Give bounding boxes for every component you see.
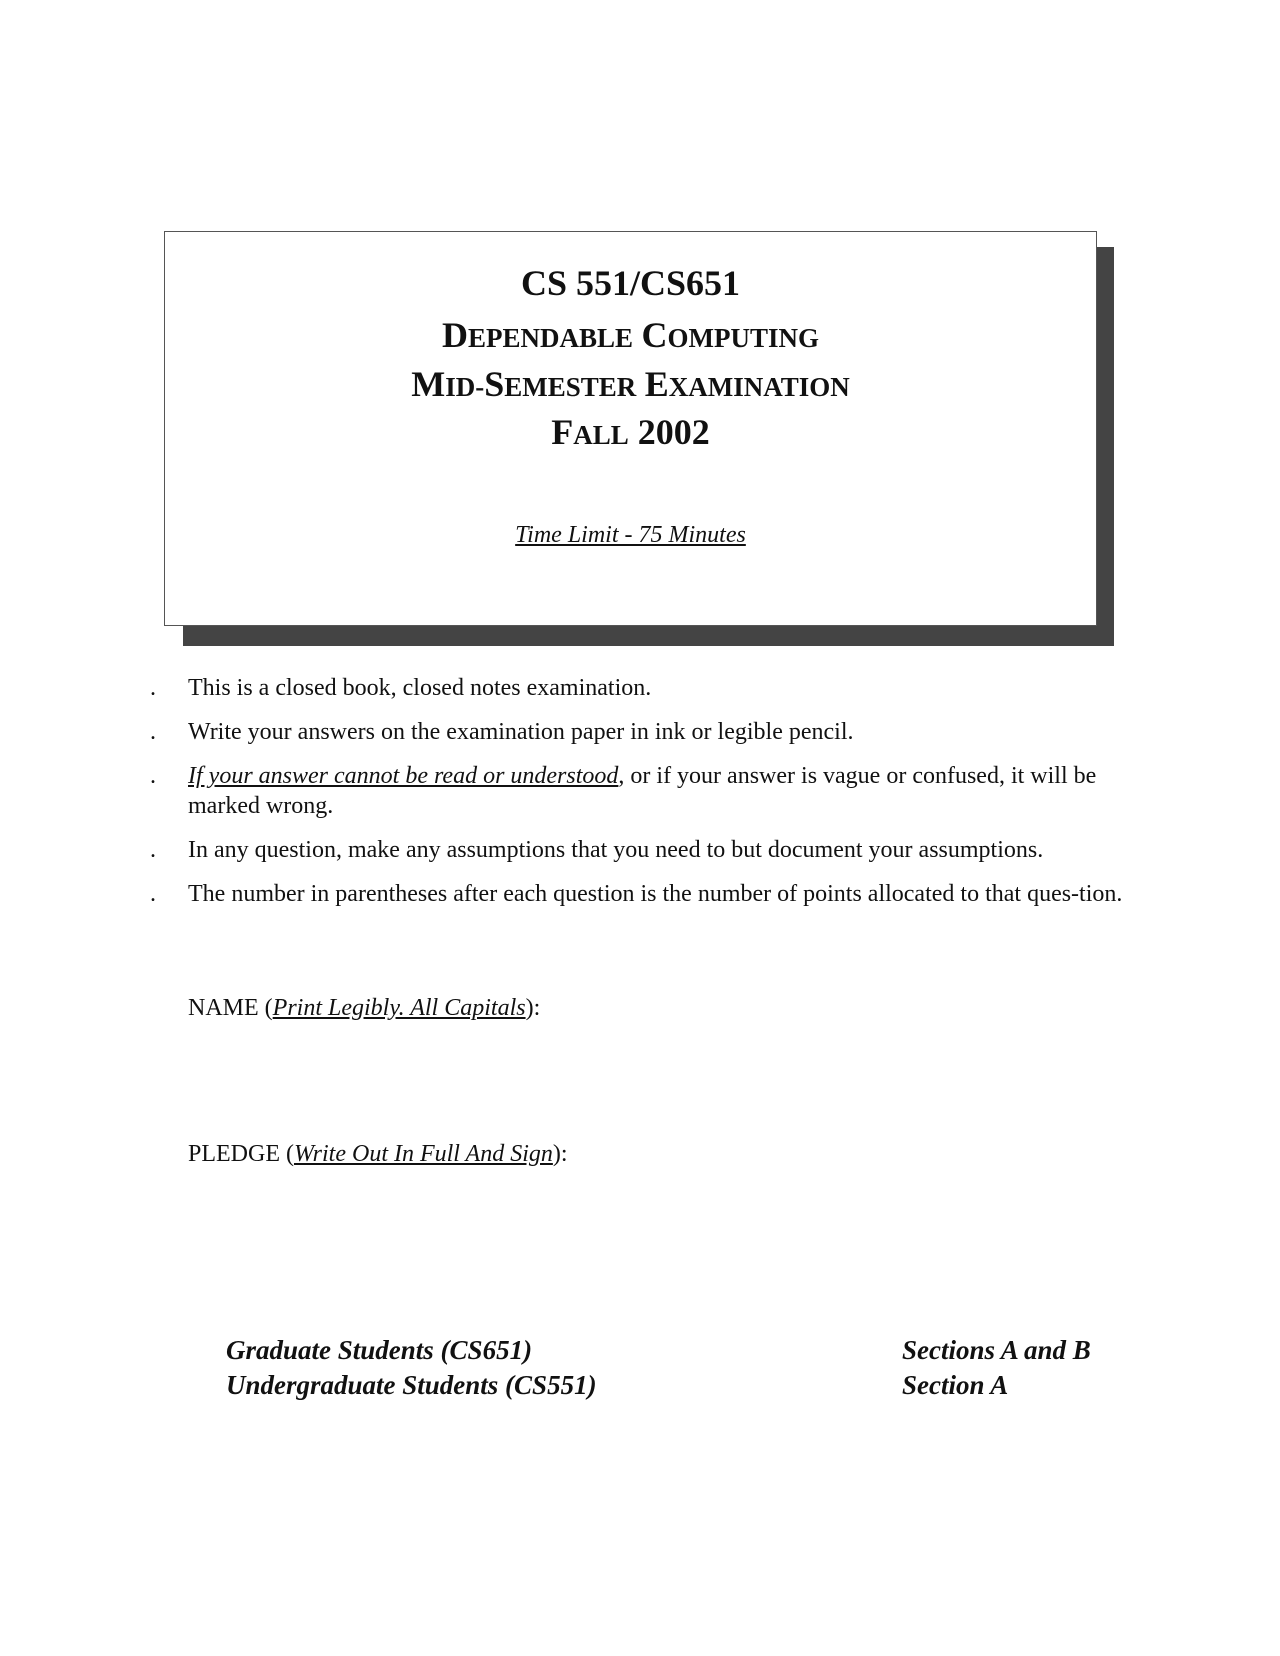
instruction-item: . This is a closed book, closed notes examination. <box>150 675 652 701</box>
instructions-list <box>150 673 1140 923</box>
bullet-mark: . <box>150 675 156 701</box>
exam-term: FALL 2002 <box>551 412 710 452</box>
bullet-mark: . <box>150 763 156 789</box>
assigned-sections <box>902 1333 1091 1403</box>
title-box <box>164 231 1097 626</box>
course-code: CS 551/CS651 <box>520 263 741 303</box>
name-field-label: NAME (Print Legibly. All Capitals): <box>188 995 541 1021</box>
pledge-field-hint: Write Out In Full And Sign <box>293 1141 553 1167</box>
instruction-item: . If your answer cannot be read or understood, or if your answer is vague or confused, it will be marked wrong. <box>150 763 1097 819</box>
exam-type: MID-SEMESTER EXAMINATION <box>411 364 850 404</box>
bullet-mark: . <box>150 719 156 745</box>
instruction-item: . Write your answers on the examination paper in ink or legible pencil. <box>150 719 854 745</box>
name-field-hint: Print Legibly. All Capitals <box>272 995 526 1021</box>
bullet-mark: . <box>150 837 156 863</box>
assigned-section: Sections A and B <box>902 1335 1091 1365</box>
instruction-item: . The number in parentheses after each question is the number of points allocated to that ques-tion. <box>150 881 1123 907</box>
bullet-mark: . <box>150 881 156 907</box>
pledge-field-label: PLEDGE (Write Out In Full And Sign): <box>188 1141 568 1167</box>
instruction-item: . In any question, make any assumptions that you need to but document your assumptions. <box>150 837 1044 863</box>
student-group: Undergraduate Students (CS551) <box>226 1370 597 1400</box>
time-limit: Time Limit - 75 Minutes <box>515 522 746 548</box>
student-groups <box>226 1333 597 1403</box>
student-group: Graduate Students (CS651) <box>226 1335 533 1365</box>
assigned-section: Section A <box>902 1370 1009 1400</box>
instruction-emphasis: If your answer cannot be read or understood <box>188 763 619 789</box>
course-subject: DEPENDABLE COMPUTING <box>441 315 820 355</box>
